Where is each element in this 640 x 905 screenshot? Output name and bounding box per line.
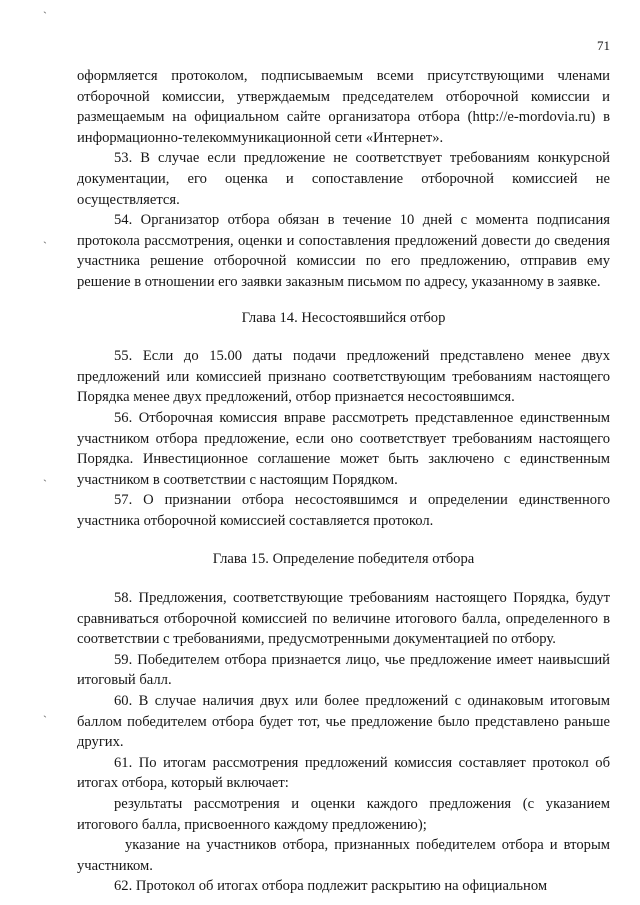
paragraph-intro: оформляется протоколом, подписываемым всеми присутствующими членами отборочной комиссии, утверждаемым председателем отборочной комиссии и размещаемым на официальном сайте организатора отбора (http://e-mordovia.ru) в информационно-телекоммуникационной сети «Интернет». xyxy=(77,68,610,146)
margin-mark: ` xyxy=(43,713,47,727)
paragraph-54: 54. Организатор отбора обязан в течение 10 дней с момента подписания протокола рассмотрения, оценки и сопоставления предложений довести до сведения участника решение отборочной комиссии по его предложению, отправив ему решение в отношении его заявки заказным письмом по адресу, указанному в заявке. xyxy=(77,212,610,290)
paragraph-55: 55. Если до 15.00 даты подачи предложений представлено менее двух предложений или комиссией признано соответствующим требованиям настоящего Порядка менее двух предложений, отбор признается несостоявшимся. xyxy=(77,348,610,406)
document-body xyxy=(77,66,610,897)
paragraph-60: 60. В случае наличия двух или более предложений с одинаковым итоговым баллом победителем отбора будет тот, чье предложение было представлено раньше других. xyxy=(77,693,610,751)
paragraph-61: 61. По итогам рассмотрения предложений комиссия составляет протокол об итогах отбора, который включает: xyxy=(77,754,610,792)
margin-mark: ` xyxy=(43,9,47,23)
paragraph-61-item-results: результаты рассмотрения и оценки каждого предложения (с указанием итогового балла, присвоенного каждому предложению); xyxy=(77,796,610,833)
page-number: 71 xyxy=(597,38,610,53)
paragraph-62: 62. Протокол об итогах отбора подлежит раскрытию на официальном xyxy=(114,878,548,895)
paragraph-56: 56. Отборочная комиссия вправе рассмотреть представленное единственным участником отбора предложение, если оно соответствует требованиям настоящего Порядка. Инвестиционное соглашение может быть заключено с единственным участником в соответствии с настоящим Порядком. xyxy=(77,409,610,488)
paragraph-58: 58. Предложения, соответствующие требованиям настоящего Порядка, будут сравниваться отборочной комиссией по величине итогового балла, определенного в соответствии с требованиями, предусмотренными документацией по отбору. xyxy=(77,590,610,648)
paragraph-53: 53. В случае если предложение не соответствует требованиям конкурсной документации, его оценка и сопоставление отборочной комиссией не осуществляется. xyxy=(77,150,610,208)
chapter-15-heading: Глава 15. Определение победителя отбора xyxy=(212,551,475,568)
margin-mark: ` xyxy=(43,239,47,253)
chapter-14-heading: Глава 14. Несостоявшийся отбор xyxy=(241,309,446,326)
paragraph-59: 59. Победителем отбора признается лицо, чье предложение имеет наивысший итоговый балл. xyxy=(77,651,610,689)
paragraph-57: 57. О признании отбора несостоявшимся и определении единственного участника отборочной комиссией составляется протокол. xyxy=(77,492,610,529)
paragraph-61-item-winners: указание на участников отбора, признанных победителем отбора и вторым участником. xyxy=(77,837,610,874)
margin-mark: ` xyxy=(43,477,47,491)
